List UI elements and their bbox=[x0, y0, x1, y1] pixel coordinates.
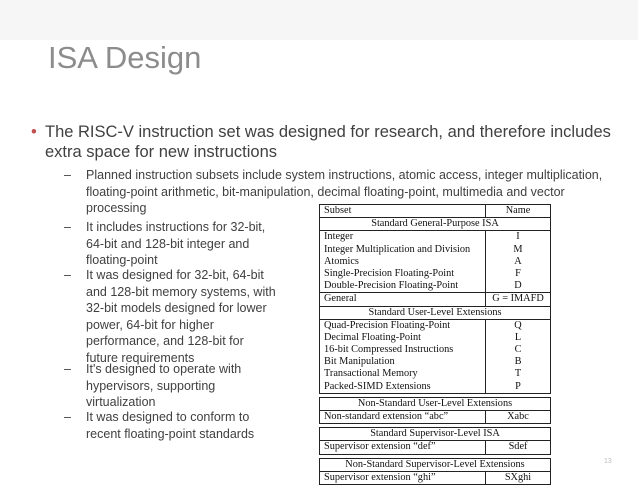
table-block bbox=[319, 397, 551, 424]
name-cell: A bbox=[485, 256, 550, 268]
subset-cell: 16-bit Compressed Instructions bbox=[324, 344, 454, 356]
subset-cell: Bit Manipulation bbox=[324, 356, 395, 368]
table-row bbox=[320, 441, 550, 453]
name-cell: Sdef bbox=[485, 441, 550, 453]
name-cell: Q bbox=[485, 320, 550, 332]
name-cell: D bbox=[485, 280, 550, 292]
section-header: Non-Standard User-Level Extensions bbox=[320, 398, 550, 411]
name-cell: P bbox=[485, 381, 550, 393]
name-cell: M bbox=[485, 244, 550, 256]
name-cell: Xabc bbox=[485, 411, 550, 423]
table-row-general bbox=[320, 293, 550, 305]
table-row bbox=[320, 368, 550, 380]
isa-subset-table bbox=[319, 204, 551, 488]
sub-bullet bbox=[64, 409, 276, 442]
table-column-header bbox=[320, 205, 550, 217]
name-cell: C bbox=[485, 344, 550, 356]
sub-bullet-text: It was designed for 32-bit, 64-bit and 128-bit memory systems, with 32-bit models designed for lower power, 64-bit for higher performance, and 128-bit for future requirements bbox=[86, 268, 276, 365]
name-cell: T bbox=[485, 368, 550, 380]
subset-cell: Packed-SIMD Extensions bbox=[324, 380, 431, 392]
subset-cell: Supervisor extension “def” bbox=[324, 441, 436, 453]
table-row bbox=[320, 268, 550, 280]
name-cell: G = IMAFD bbox=[485, 293, 550, 305]
subset-cell: General bbox=[324, 293, 357, 305]
slide-title: ISA Design bbox=[48, 40, 202, 75]
section-header: Standard User-Level Extensions bbox=[320, 307, 550, 320]
name-cell: I bbox=[485, 231, 550, 243]
table-row bbox=[320, 344, 550, 356]
table-row bbox=[320, 356, 550, 368]
header-band bbox=[0, 0, 638, 40]
name-cell: F bbox=[485, 268, 550, 280]
dash-icon: – bbox=[64, 410, 71, 424]
subset-cell: Double-Precision Floating-Point bbox=[324, 280, 459, 292]
table-block bbox=[319, 204, 551, 394]
sub-bullet-text: It's designed to operate with hypervisors, supporting virtualization bbox=[86, 362, 242, 410]
column-header-name: Name bbox=[485, 205, 550, 217]
subset-cell: Integer Multiplication and Division bbox=[324, 243, 471, 255]
subset-cell: Decimal Floating-Point bbox=[324, 331, 421, 343]
name-cell: B bbox=[485, 356, 550, 368]
page-number: 13 bbox=[604, 458, 612, 465]
table-row bbox=[320, 280, 550, 292]
table-row bbox=[320, 231, 550, 243]
main-bullet bbox=[31, 122, 615, 162]
subset-cell: Transactional Memory bbox=[324, 368, 418, 380]
table-row bbox=[320, 381, 550, 393]
dash-icon: – bbox=[64, 268, 71, 282]
subset-cell: Supervisor extension “ghi” bbox=[324, 471, 436, 483]
sub-bullet-text: It includes instructions for 32-bit, 64-bit and 128-bit integer and floating-point bbox=[86, 220, 266, 268]
sub-bullet bbox=[64, 219, 276, 269]
subset-cell: Atomics bbox=[324, 255, 359, 267]
dash-icon: – bbox=[64, 220, 71, 234]
column-header-subset: Subset bbox=[324, 205, 352, 216]
subset-cell: Quad-Precision Floating-Point bbox=[324, 319, 451, 331]
dash-icon: – bbox=[64, 168, 71, 182]
subset-cell: Single-Precision Floating-Point bbox=[324, 267, 455, 279]
subset-cell: Non-standard extension “abc” bbox=[324, 411, 449, 422]
table-row bbox=[320, 320, 550, 332]
table-row bbox=[320, 244, 550, 256]
sub-bullet-text: Planned instruction subsets include system instructions, atomic access, integer multiplication, floating-point arithmetic, bit-manipulation, decimal floating-point, multimedia and vector processing bbox=[86, 168, 603, 216]
table-row bbox=[320, 411, 550, 423]
sub-bullet bbox=[64, 361, 276, 411]
bullet-dot-icon: • bbox=[31, 123, 37, 141]
sub-bullet-text: It was designed to conform to recent floating-point standards bbox=[86, 410, 255, 441]
section-header: Standard General-Purpose ISA bbox=[320, 218, 550, 231]
section-header: Non-Standard Supervisor-Level Extensions bbox=[320, 459, 550, 472]
sub-bullet bbox=[64, 267, 276, 367]
dash-icon: – bbox=[64, 362, 71, 376]
name-cell: L bbox=[485, 332, 550, 344]
table-block bbox=[319, 427, 551, 454]
table-block bbox=[319, 458, 551, 485]
main-bullet-text: The RISC-V instruction set was designed for research, and therefore includes extra space for new instructions bbox=[45, 123, 611, 161]
section-header: Standard Supervisor-Level ISA bbox=[320, 428, 550, 441]
name-cell: SXghi bbox=[485, 472, 550, 484]
table-row bbox=[320, 256, 550, 268]
subset-cell: Integer bbox=[324, 231, 354, 243]
table-row bbox=[320, 332, 550, 344]
